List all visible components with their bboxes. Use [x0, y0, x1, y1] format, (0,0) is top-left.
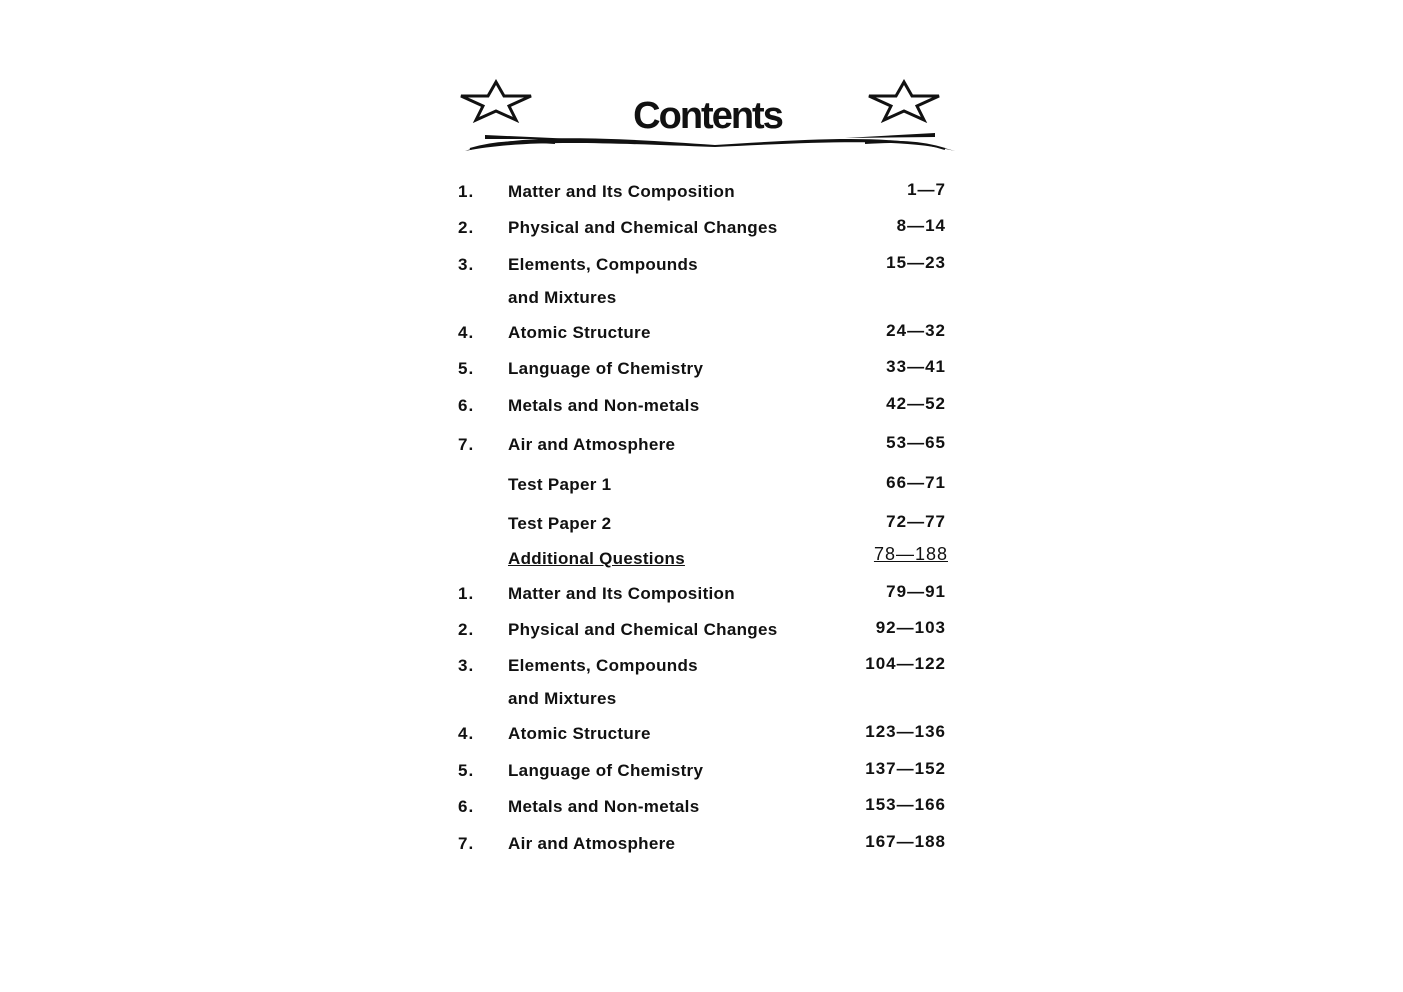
entry-title: Elements, Compounds: [508, 656, 698, 675]
toc-entry: [0, 288, 1403, 318]
entry-pages: 1—7: [907, 180, 946, 199]
entry-pages: 8—14: [896, 216, 946, 235]
toc-entry: [0, 359, 1403, 389]
entry-pages: 78—188: [873, 544, 948, 564]
decorative-swash-divider: [455, 125, 960, 160]
entry-title: Metals and Non-metals: [508, 797, 700, 816]
toc-entry: [0, 656, 1403, 686]
entry-title: Atomic Structure: [508, 323, 651, 342]
toc-entry: [0, 689, 1403, 719]
toc-entry: [0, 724, 1403, 754]
toc-entry: [0, 255, 1403, 285]
entry-number: 4.: [458, 724, 475, 743]
entry-number: 7.: [458, 435, 475, 454]
entry-title: and Mixtures: [508, 288, 617, 307]
toc-entry: [0, 218, 1403, 248]
entry-title: Physical and Chemical Changes: [508, 218, 778, 237]
entry-number: 2.: [458, 620, 475, 639]
entry-number: 4.: [458, 323, 475, 342]
entry-number: 3.: [458, 255, 475, 274]
entry-title: Language of Chemistry: [508, 761, 704, 780]
entry-title: Additional Questions: [508, 549, 685, 568]
entry-title: Matter and Its Composition: [508, 584, 735, 603]
entry-number: 3.: [458, 656, 475, 675]
entry-number: 5.: [458, 359, 475, 378]
toc-entry: [0, 514, 1403, 544]
entry-title: Physical and Chemical Changes: [508, 620, 778, 639]
toc-entry: [0, 620, 1403, 650]
page-title: Contents: [633, 95, 782, 137]
entry-title: Elements, Compounds: [508, 255, 698, 274]
toc-entry: [0, 323, 1403, 353]
toc-entry: [0, 435, 1403, 465]
entry-pages: 92—103: [875, 618, 946, 637]
entry-title: Atomic Structure: [508, 724, 651, 743]
entry-number: 5.: [458, 761, 475, 780]
entry-pages: 53—65: [886, 433, 946, 452]
entry-pages: 137—152: [865, 759, 946, 778]
toc-entry: [0, 834, 1403, 864]
entry-number: 1.: [458, 584, 475, 603]
entry-pages: 153—166: [865, 795, 946, 814]
entry-number: 6.: [458, 797, 475, 816]
entry-title: Test Paper 2: [508, 514, 612, 533]
entry-title: Air and Atmosphere: [508, 435, 676, 454]
toc-entry: [0, 475, 1403, 505]
entry-pages: 79—91: [886, 582, 946, 601]
entry-number: 1.: [458, 182, 475, 201]
entry-title: Metals and Non-metals: [508, 396, 700, 415]
entry-pages: 167—188: [865, 832, 946, 851]
toc-entry: [0, 584, 1403, 614]
toc-entry: [0, 544, 1403, 579]
contents-header: [455, 75, 960, 160]
toc-entry: [0, 182, 1403, 212]
entry-pages: 15—23: [886, 253, 946, 272]
entry-pages: 104—122: [865, 654, 946, 673]
entry-pages: 123—136: [865, 722, 946, 741]
entry-pages: 33—41: [886, 357, 946, 376]
entry-pages: 42—52: [886, 394, 946, 413]
entry-title: Air and Atmosphere: [508, 834, 676, 853]
entry-pages: 66—71: [886, 473, 946, 492]
entry-number: 7.: [458, 834, 475, 853]
toc-entry: [0, 797, 1403, 827]
entry-pages: 24—32: [886, 321, 946, 340]
entry-title: and Mixtures: [508, 689, 617, 708]
entry-number: 6.: [458, 396, 475, 415]
entry-title: Matter and Its Composition: [508, 182, 735, 201]
entry-pages: 72—77: [886, 512, 946, 531]
entry-number: 2.: [458, 218, 475, 237]
toc-entry: [0, 396, 1403, 426]
toc-entry: [0, 761, 1403, 791]
entry-title: Language of Chemistry: [508, 359, 704, 378]
entry-title: Test Paper 1: [508, 475, 612, 494]
